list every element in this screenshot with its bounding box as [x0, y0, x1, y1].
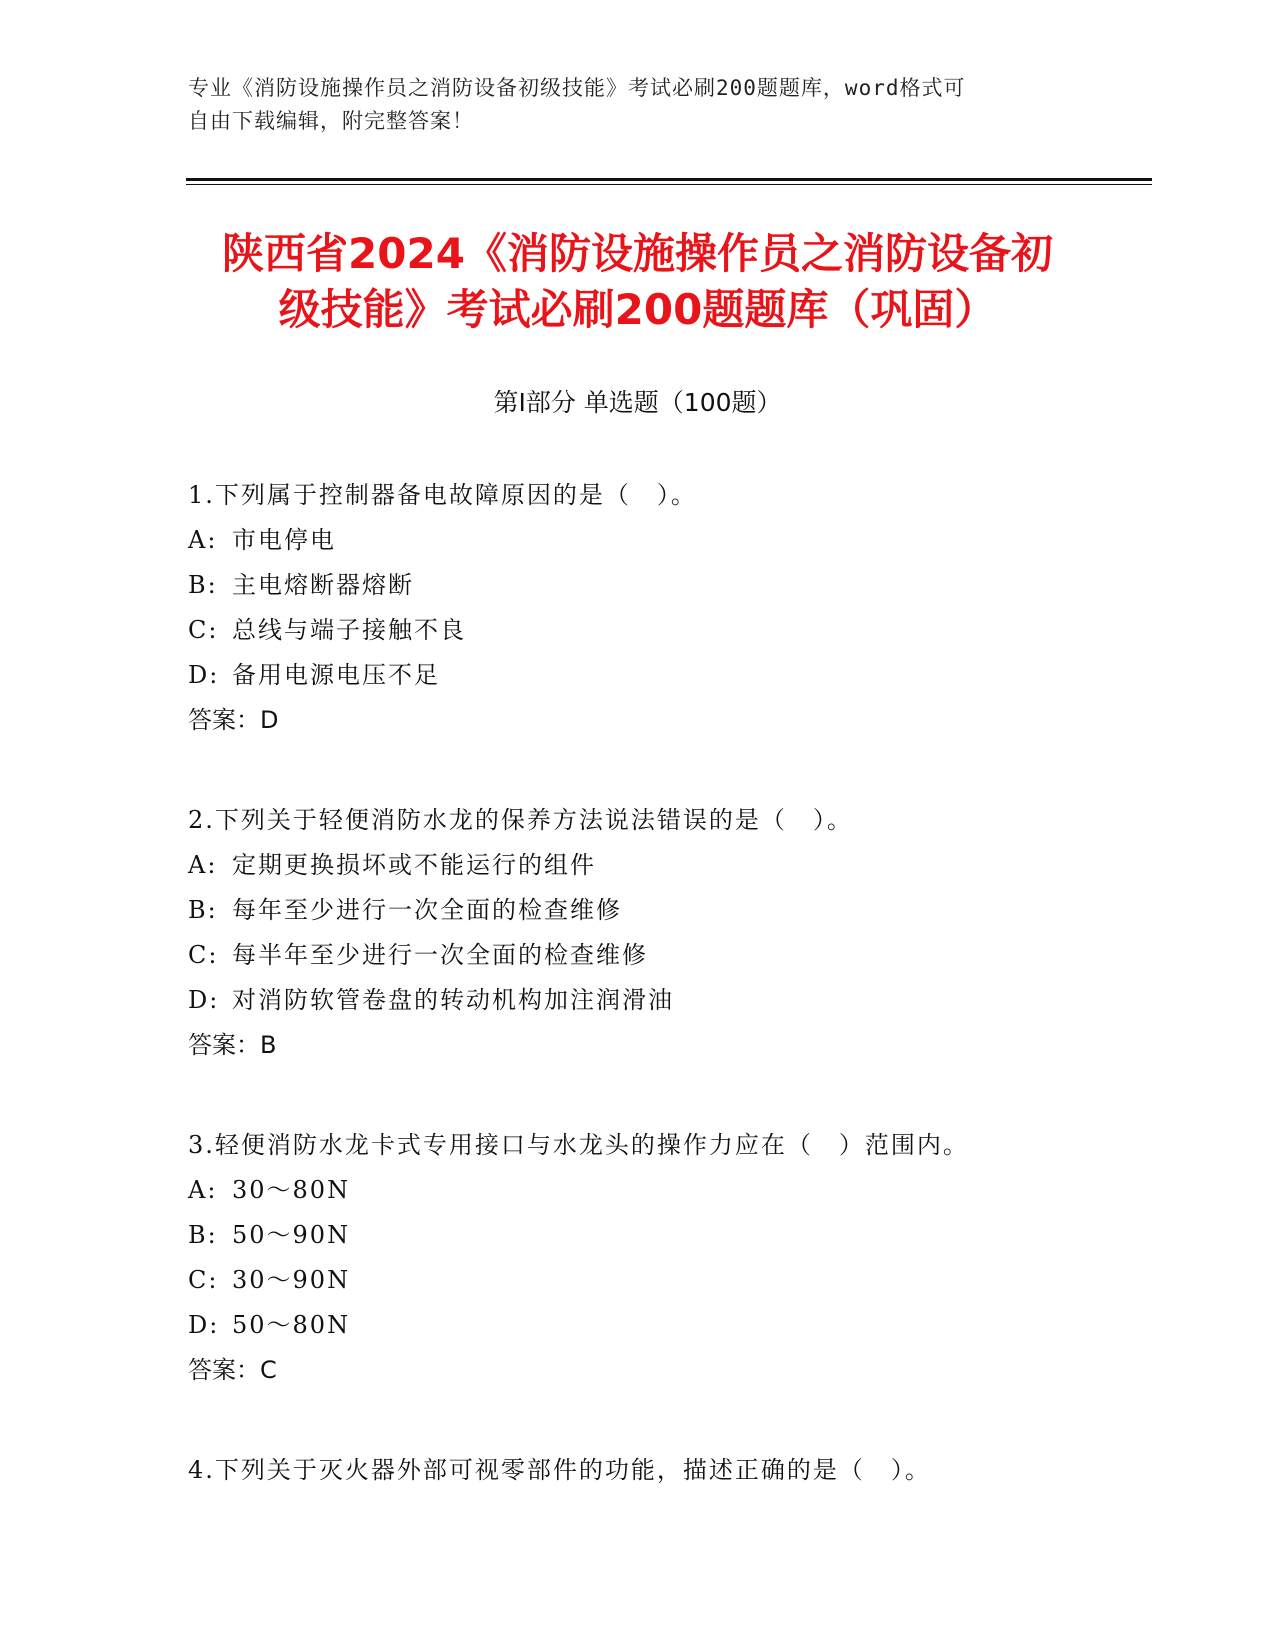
header-note-line-1: 专业《消防设施操作员之消防设备初级技能》考试必刷200题题库，word格式可 [188, 76, 966, 100]
option-text: 主电熔断器熔断 [232, 571, 414, 599]
option-b [188, 563, 1148, 608]
question-stem: 4.下列关于灭火器外部可视零部件的功能，描述正确的是（ ）。 [188, 1456, 931, 1484]
option-letter: C: [188, 616, 219, 644]
option-d [188, 1303, 1148, 1348]
option-text: 50～90N [232, 1221, 351, 1249]
header-divider-thin [186, 184, 1152, 185]
document-title-line-2: 级技能》考试必刷200题题库（巩固） [278, 285, 997, 334]
header-note-line-2: 自由下载编辑，附完整答案！ [188, 109, 474, 133]
document-title [150, 226, 1125, 338]
question-list [188, 473, 1148, 1548]
option-text: 总线与端子接触不良 [232, 616, 466, 644]
option-letter: D: [188, 986, 220, 1014]
option-text: 对消防软管卷盘的转动机构加注润滑油 [232, 986, 674, 1014]
option-letter: B: [188, 1221, 218, 1249]
option-a [188, 843, 1148, 888]
option-d [188, 653, 1148, 698]
question-2 [188, 798, 1148, 1068]
option-letter: D: [188, 1311, 220, 1339]
option-letter: B: [188, 571, 218, 599]
question-3 [188, 1123, 1148, 1393]
option-text: 市电停电 [232, 526, 336, 554]
option-letter: B: [188, 896, 218, 924]
option-letter: A: [188, 851, 218, 879]
option-text: 定期更换损坏或不能运行的组件 [232, 851, 596, 879]
option-letter: A: [188, 526, 218, 554]
question-stem: 3.轻便消防水龙卡式专用接口与水龙头的操作力应在（ ）范围内。 [188, 1131, 969, 1159]
header-note [188, 72, 1068, 138]
option-c [188, 608, 1148, 653]
option-text: 30～80N [232, 1176, 351, 1204]
option-letter: C: [188, 941, 219, 969]
option-text: 每年至少进行一次全面的检查维修 [232, 896, 622, 924]
option-text: 备用电源电压不足 [232, 661, 440, 689]
answer: 答案：C [188, 1356, 277, 1384]
question-stem: 2.下列关于轻便消防水龙的保养方法说法错误的是（ ）。 [188, 806, 853, 834]
option-letter: A: [188, 1176, 218, 1204]
question-1 [188, 473, 1148, 743]
option-a [188, 1168, 1148, 1213]
answer: 答案：D [188, 706, 279, 734]
header-divider-thick [186, 178, 1152, 181]
option-d [188, 978, 1148, 1023]
question-4 [188, 1448, 1148, 1493]
option-text: 每半年至少进行一次全面的检查维修 [232, 941, 648, 969]
option-a [188, 518, 1148, 563]
option-b [188, 1213, 1148, 1258]
option-letter: C: [188, 1266, 219, 1294]
document-title-line-1: 陕西省2024《消防设施操作员之消防设备初 [222, 229, 1053, 278]
option-text: 30～90N [232, 1266, 351, 1294]
option-text: 50～80N [232, 1311, 351, 1339]
option-letter: D: [188, 661, 220, 689]
option-c [188, 933, 1148, 978]
answer: 答案：B [188, 1031, 277, 1059]
option-c [188, 1258, 1148, 1303]
question-stem: 1.下列属于控制器备电故障原因的是（ ）。 [188, 481, 697, 509]
option-b [188, 888, 1148, 933]
section-heading: 第Ⅰ部分 单选题（100题） [493, 388, 782, 417]
